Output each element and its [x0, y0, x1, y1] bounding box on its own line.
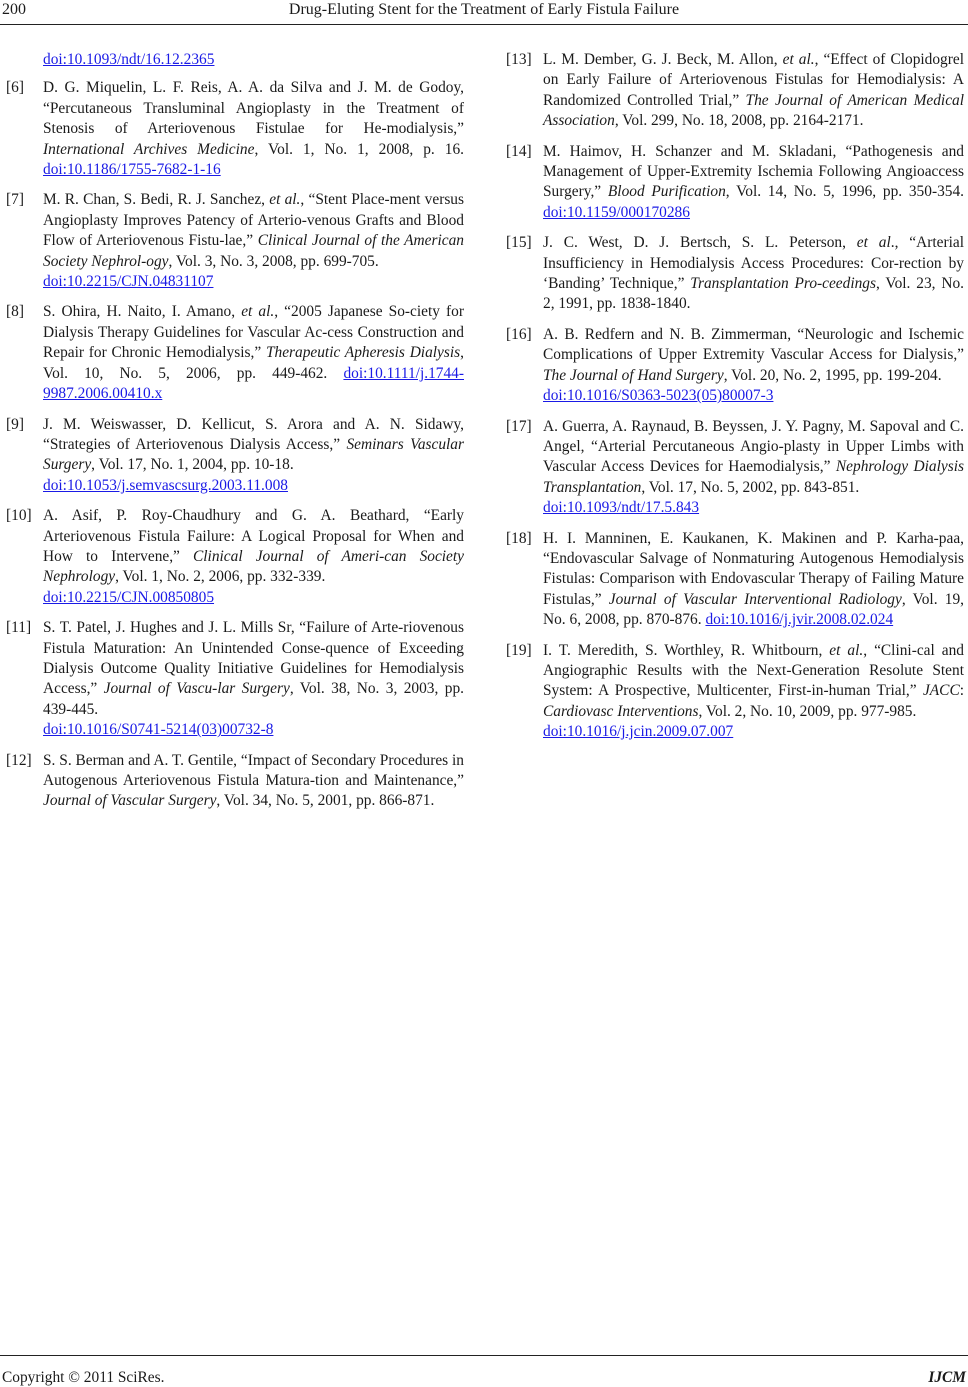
reference-column-left	[6, 50, 464, 822]
doi-link[interactable]: doi:10.2215/CJN.04831107	[43, 273, 214, 291]
reference-text: S. Ohira, H. Naito, I. Amano, et al., “2005 Japanese So-ciety for Dialysis Therapy Guidelines for Vascular Ac-cess Construction and Repair for Chronic Hemodialysis,” Therapeutic Apheresis Dialysis, Vol. 10, No. 5, 2006, pp. 449-462. doi:10.1111/j.1744-9987.2006.00410.x	[43, 303, 465, 403]
reference-text: A. Asif, P. Roy-Chaudhury and G. A. Beathard, “Early Arteriovenous Fistula Failure: A Logical Proposal for When and How to Intervene,” Clinical Journal of Ameri-can Society Nephrology, Vol. 1, No. 2, 2006, pp. 332-339. doi:10.2215/CJN.00850805	[43, 507, 464, 606]
reference-text: M. Haimov, H. Schanzer and M. Skladani, “Pathogenesis and Management of Upper-Extremity Ischemia Following Angioaccess Surgery,” Blood Purification, Vol. 14, No. 5, 1996, pp. 350-354. doi:10.1159/000170286	[543, 142, 965, 221]
reference-13	[506, 50, 964, 132]
reference-14	[506, 142, 964, 224]
journal-name: The Journal of American Medical Association	[543, 91, 964, 130]
reference-number: [8]	[6, 303, 24, 321]
reference-text: I. T. Meredith, S. Worthley, R. Whitbourn, et al., “Clini-cal and Angiographic Results with the Next-Generation Resolute Stent System: A Prospective, Multicenter, First-in-human Trial,” JACC: Cardiovasc Interventions, Vol. 2, No. 10, 2009, pp. 977-985. doi:10.1016/j.jcin.2009.07.007	[543, 641, 964, 741]
journal-name: Blood Purification	[607, 183, 726, 201]
running-header	[0, 0, 968, 25]
reference-text: S. S. Berman and A. T. Gentile, “Impact of Secondary Procedures in Autogenous Arteriovenous Fistula Matura-tion and Maintenance,” Journal of Vascular Surgery, Vol. 34, No. 5, 2001, pp. 866-871.	[43, 751, 464, 810]
reference-text: M. R. Chan, S. Bedi, R. J. Sanchez, et al., “Stent Place-ment versus Angioplasty Improves Patency of Arterio-venous Grafts and Blood Flow of Arteriovenous Fistu-lae,” Clinical Journal of the American Society Nephrol-ogy, Vol. 3, No. 3, 2008, pp. 699-705. doi:10.2215/CJN.04831107	[43, 191, 464, 291]
reference-number: [19]	[506, 641, 532, 659]
journal-name: Cardiovasc Interventions	[543, 702, 699, 720]
journal-name: The Journal of Hand Surgery	[543, 366, 724, 384]
reference-11	[6, 618, 464, 740]
reference-8	[6, 302, 464, 404]
reference-12	[6, 751, 464, 812]
doi-link[interactable]: doi:10.1016/S0363-5023(05)80007-3	[543, 387, 774, 405]
journal-name: Journal of Vascu-lar Surgery	[103, 680, 290, 698]
reference-10	[6, 506, 464, 608]
doi-link[interactable]: doi:10.1053/j.semvascsurg.2003.11.008	[43, 476, 288, 494]
journal-abbreviation: IJCM	[928, 1369, 966, 1386]
doi-link[interactable]: doi:10.1016/j.jvir.2008.02.024	[705, 611, 894, 629]
journal-name: Journal of Vascular Surgery	[43, 792, 217, 810]
doi-link[interactable]: doi:10.1111/j.1744-9987.2006.00410.x	[43, 364, 464, 403]
reference-column-right	[506, 50, 964, 753]
doi-link[interactable]: doi:10.1016/S0741-5214(03)00732-8	[43, 721, 274, 739]
reference-text: J. M. Weiswasser, D. Kellicut, S. Arora and A. N. Sidawy, “Strategies of Arteriovenous Dialysis Access,” Seminars Vascular Surgery, Vol. 17, No. 1, 2004, pp. 10-18. doi:10.1053/j.semvascsurg.2003.11.008	[43, 415, 464, 494]
running-title: Drug-Eluting Stent for the Treatment of Early Fistula Failure	[288, 1, 680, 18]
reference-18	[506, 529, 964, 631]
reference-text: H. I. Manninen, E. Kaukanen, K. Makinen and P. Karha-paa, “Endovascular Salvage of Nonmaturing Autogenous Hemodialysis Fistulas: Comparison with Endovascular Therapy of Failing Mature Fistulas,” Journal of Vascular Interventional Radiology, Vol. 19, No. 6, 2008, pp. 870-876. doi:10.1016/j.jvir.2008.02.024	[543, 529, 965, 629]
reference-number: [18]	[506, 529, 532, 547]
reference-number: [16]	[506, 325, 532, 343]
reference-16	[506, 325, 964, 407]
reference-number: [10]	[6, 507, 32, 525]
reference-7	[6, 190, 464, 292]
doi-link[interactable]: doi:10.1016/j.jcin.2009.07.007	[543, 723, 734, 741]
doi-link[interactable]: doi:10.1186/1755-7682-1-16	[43, 161, 221, 179]
journal-name: JACC	[922, 682, 960, 700]
reference-text: L. M. Dember, G. J. Beck, M. Allon, et al., “Effect of Clopidogrel on Early Failure of Arteriovenous Fistulas for Hemodialysis: A Randomized Controlled Trial,” The Journal of American Medical Association, Vol. 299, No. 18, 2008, pp. 2164-2171.	[543, 51, 964, 130]
reference-number: [9]	[6, 415, 24, 433]
copyright-notice: Copyright © 2011 SciRes.	[2, 1369, 165, 1386]
page-footer	[0, 1355, 968, 1387]
reference-text: A. B. Redfern and N. B. Zimmerman, “Neurologic and Ischemic Complications of Upper Extremity Vascular Access for Dialysis,” The Journal of Hand Surgery, Vol. 20, No. 2, 1995, pp. 199-204. doi:10.1016/S0363-5023(05)80007-3	[543, 325, 964, 405]
reference-number: [11]	[6, 619, 32, 637]
journal-name: Clinical Journal of the American Society Nephrol-ogy	[43, 232, 464, 270]
doi-link[interactable]: doi:10.1093/ndt/16.12.2365	[43, 51, 215, 68]
journal-name: Transplantation Pro-ceedings	[690, 275, 876, 293]
reference-number: [13]	[506, 51, 532, 68]
reference-9	[6, 415, 464, 497]
doi-link[interactable]: doi:10.1159/000170286	[543, 203, 690, 221]
reference-number: [7]	[6, 191, 24, 209]
reference-number: [6]	[6, 79, 24, 97]
reference-text: S. T. Patel, J. Hughes and J. L. Mills Sr, “Failure of Arte-riovenous Fistula Maturation: An Unintended Conse-quence of Exceeding Dialysis Outcome Quality Initiative Guidelines for Hemodialysis Access,” Journal of Vascu-lar Surgery, Vol. 38, No. 3, 2003, pp. 439-445. doi:10.1016/S0741-5214(03)00732-8	[43, 619, 464, 739]
reference-text: D. G. Miquelin, L. F. Reis, A. A. da Silva and J. M. de Godoy, “Percutaneous Transluminal Angioplasty in the Treatment of Stenosis of Arteriovenous Fistulae for He-modialysis,” International Archives Medicine, Vol. 1, No. 1, 2008, p. 16. doi:10.1186/1755-7682-1-16	[43, 79, 465, 179]
journal-name: Journal of Vascular Interventional Radiology	[608, 590, 902, 608]
journal-name: Therapeutic Apheresis Dialysis	[265, 344, 461, 362]
doi-link[interactable]: doi:10.1093/ndt/17.5.843	[543, 499, 700, 517]
journal-name: International Archives Medicine	[43, 140, 255, 158]
page-number: 200	[2, 1, 26, 18]
journal-name: Seminars Vascular Surgery	[43, 435, 464, 474]
reference-15	[506, 233, 964, 315]
reference-text: A. Guerra, A. Raynaud, B. Beyssen, J. Y. Pagny, M. Sapoval and C. Angel, “Arterial Percutaneous Angio-plasty in Upper Limbs with Vascular Access Devices for Haemodialysis,” Nephrology Dialysis Transplantation, Vol. 17, No. 5, 2002, pp. 843-851. doi:10.1093/ndt/17.5.843	[543, 417, 964, 517]
reference-6	[6, 78, 464, 180]
reference-17	[506, 417, 964, 519]
reference-19	[506, 641, 964, 743]
doi-link[interactable]: doi:10.2215/CJN.00850805	[43, 588, 215, 606]
reference-number: [14]	[506, 142, 532, 160]
reference-5-continued	[6, 50, 464, 70]
reference-number: [17]	[506, 417, 532, 435]
reference-number: [15]	[506, 234, 532, 252]
journal-name: Nephrology Dialysis Transplantation	[543, 458, 964, 496]
reference-number: [12]	[6, 751, 32, 769]
journal-name: Clinical Journal of Ameri-can Society Nephrology	[43, 547, 464, 586]
reference-text: J. C. West, D. J. Bertsch, S. L. Peterson, et al., “Arterial Insufficiency in Hemodialysis Access Procedures: Cor-rection by ‘Banding’ Technique,” Transplantation Pro-ceedings, Vol. 23, No. 2, 1991, pp. 1838-1840.	[543, 234, 965, 313]
